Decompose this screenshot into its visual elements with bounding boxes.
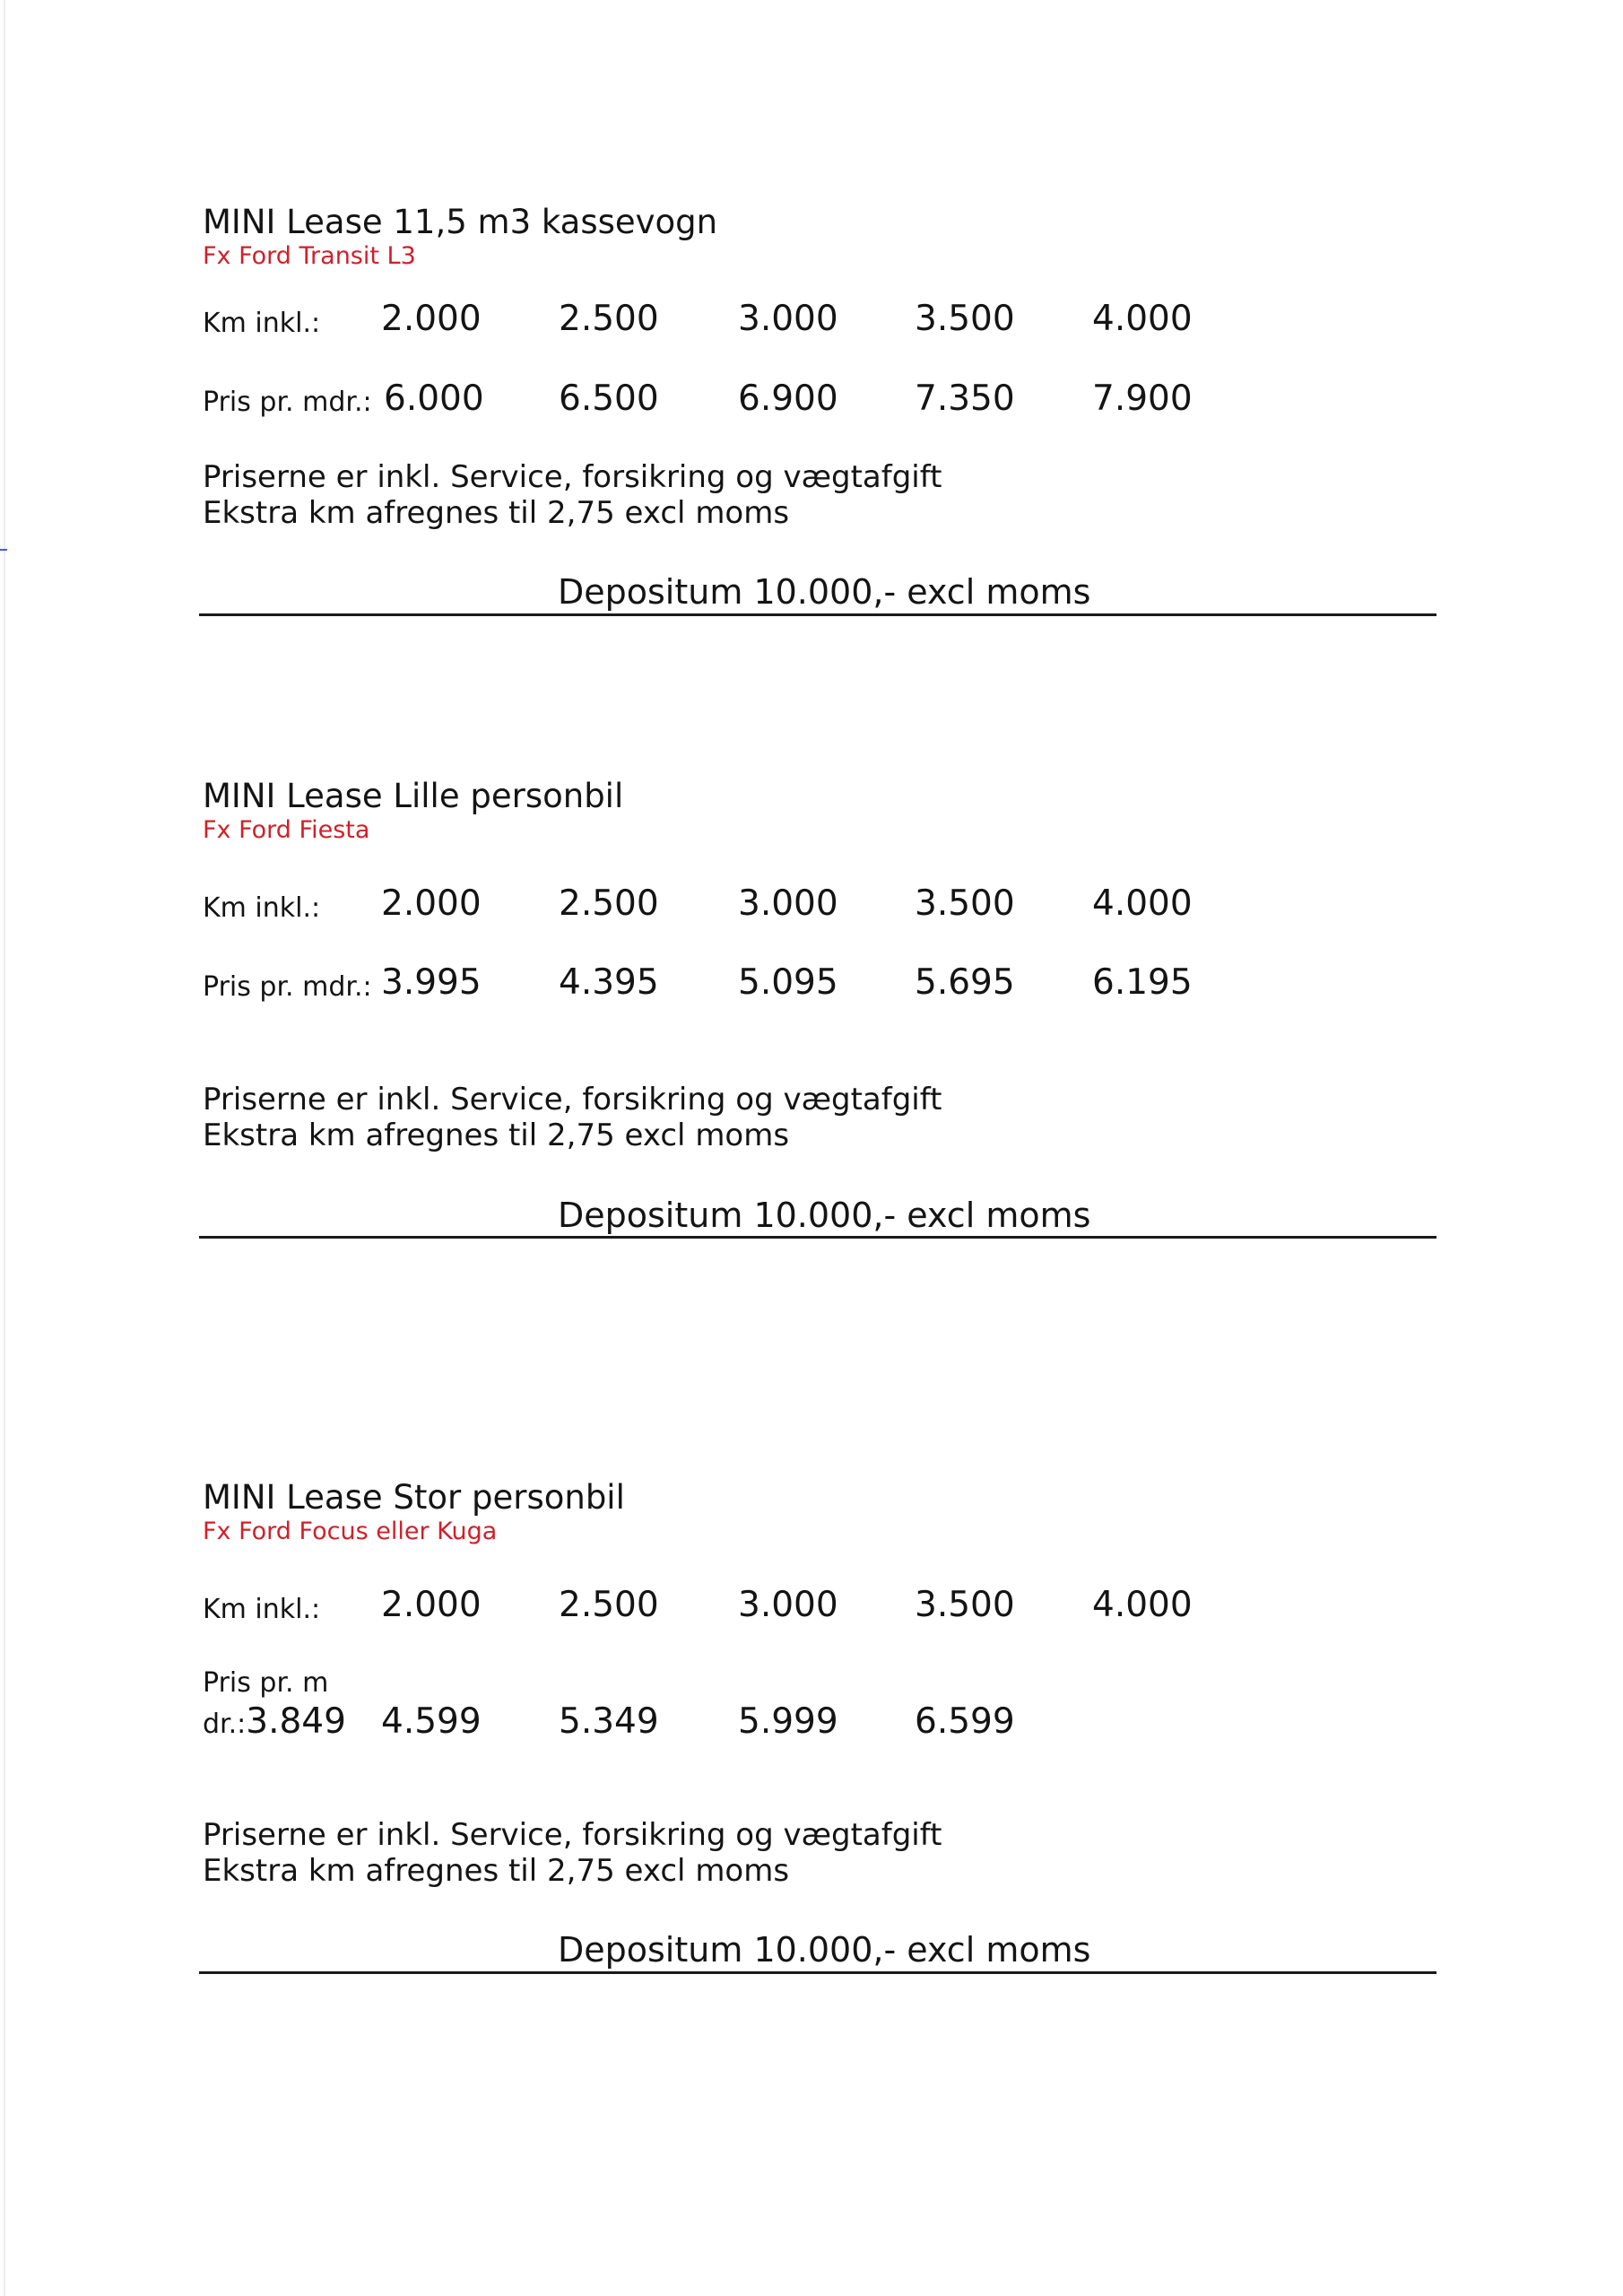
divider (199, 1971, 1436, 1974)
km-value: 2.000 (381, 299, 482, 339)
price-value: 6.000 (384, 378, 484, 419)
km-value: 2.500 (559, 1585, 659, 1625)
price-value: 5.999 (738, 1701, 838, 1742)
price-value: 6.900 (738, 378, 838, 419)
price-note: Priserne er inkl. Service, forsikring og vægtafgift (203, 1817, 942, 1853)
divider (199, 1236, 1436, 1239)
price-label-line1: Pris pr. m (203, 1667, 329, 1699)
section-title: MINI Lease Stor personbil (203, 1478, 625, 1517)
km-value: 3.000 (738, 883, 838, 924)
price-value: 6.599 (915, 1701, 1015, 1742)
km-value: 2.000 (381, 883, 482, 924)
section-subtitle: Fx Ford Fiesta (203, 816, 370, 844)
km-value: 3.500 (915, 1585, 1015, 1625)
extra-km-note: Ekstra km afregnes til 2,75 excl moms (203, 1853, 790, 1889)
divider (199, 613, 1436, 616)
km-value: 4.000 (1092, 299, 1193, 339)
km-value: 3.000 (738, 1585, 838, 1625)
price-value: 7.900 (1092, 378, 1193, 419)
km-value: 2.500 (559, 299, 659, 339)
price-value: 5.349 (559, 1701, 659, 1742)
price-label: Pris pr. mdr.: (203, 971, 372, 1003)
price-value: 6.500 (559, 378, 659, 419)
km-value: 2.000 (381, 1585, 482, 1625)
deposit-text: Depositum 10.000,- excl moms (558, 572, 1091, 612)
section-title: MINI Lease Lille personbil (203, 777, 624, 815)
price-value: 7.350 (915, 378, 1015, 419)
km-label: Km inkl.: (203, 308, 321, 339)
km-label: Km inkl.: (203, 892, 321, 924)
km-value: 2.500 (559, 883, 659, 924)
price-label-line2-row (203, 1700, 346, 1746)
price-value: 4.599 (381, 1701, 482, 1742)
price-value: 5.095 (738, 962, 838, 1003)
km-value: 3.500 (915, 299, 1015, 339)
extra-km-note: Ekstra km afregnes til 2,75 excl moms (203, 1118, 790, 1153)
km-value: 3.500 (915, 883, 1015, 924)
price-value: 3.849 (246, 1701, 346, 1742)
price-value: 6.195 (1092, 962, 1193, 1003)
deposit-text: Depositum 10.000,- excl moms (558, 1930, 1091, 1970)
km-value: 4.000 (1092, 883, 1193, 924)
section-title: MINI Lease 11,5 m3 kassevogn (203, 203, 718, 241)
section-subtitle: Fx Ford Focus eller Kuga (203, 1518, 498, 1545)
price-label-wrapped (203, 1666, 346, 1746)
extra-km-note: Ekstra km afregnes til 2,75 excl moms (203, 495, 790, 531)
section-subtitle: Fx Ford Transit L3 (203, 242, 416, 270)
price-value: 3.995 (381, 962, 482, 1003)
price-value: 4.395 (559, 962, 659, 1003)
km-value: 3.000 (738, 299, 838, 339)
price-note: Priserne er inkl. Service, forsikring og vægtafgift (203, 1082, 942, 1118)
price-value: 5.695 (915, 962, 1015, 1003)
km-label: Km inkl.: (203, 1594, 321, 1625)
scan-edge-line (4, 0, 5, 2296)
km-value: 4.000 (1092, 1585, 1193, 1625)
price-label-line2: dr.: (203, 1709, 247, 1740)
scan-edge-mark (0, 549, 7, 551)
deposit-text: Depositum 10.000,- excl moms (558, 1196, 1091, 1235)
price-note: Priserne er inkl. Service, forsikring og vægtafgift (203, 459, 942, 495)
price-label: Pris pr. mdr.: (203, 387, 372, 418)
